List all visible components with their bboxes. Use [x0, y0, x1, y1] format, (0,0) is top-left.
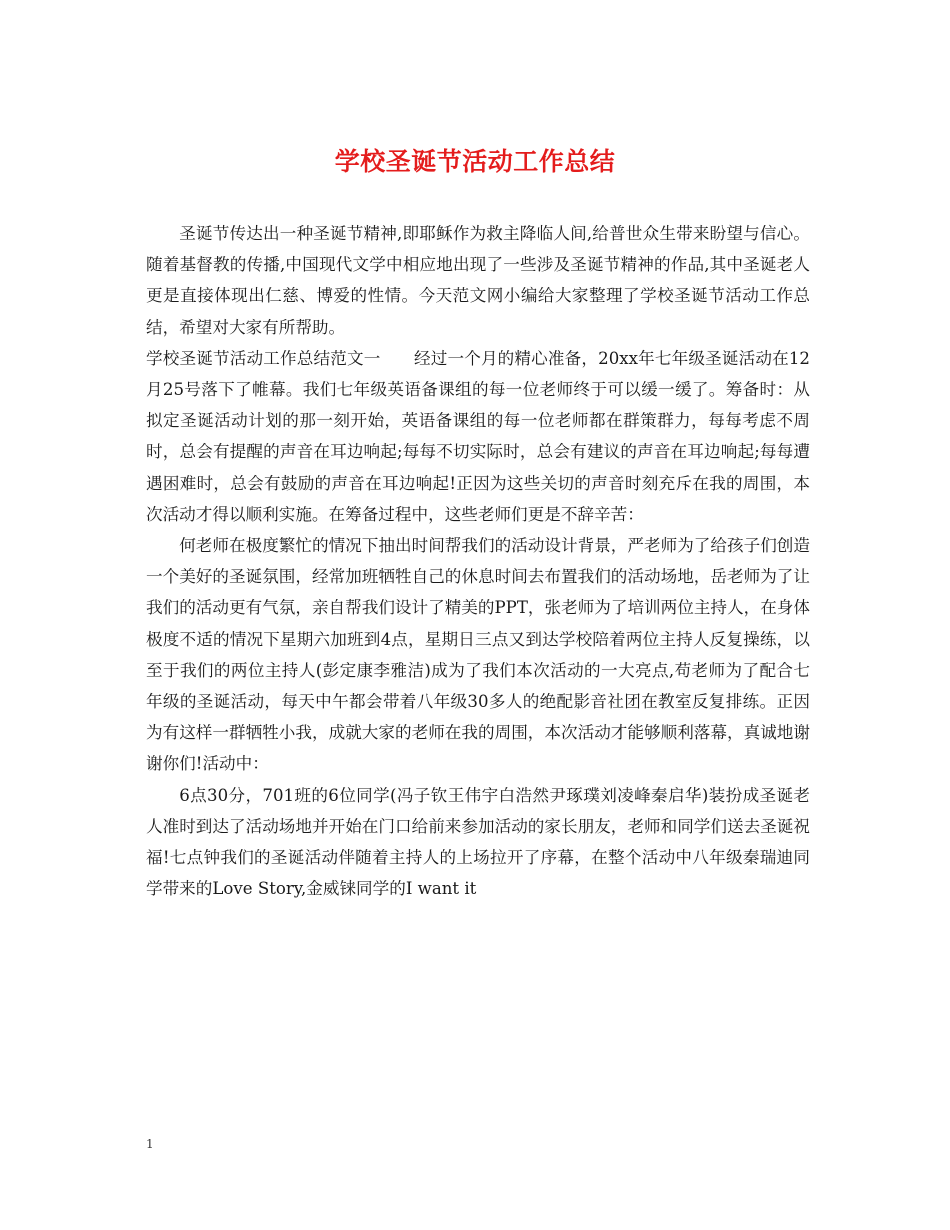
page-number: 1: [146, 1137, 154, 1151]
document-body: [146, 218, 810, 904]
paragraph-activity: 6点30分，701班的6位同学(冯子钦王伟宇白浩然尹琢璞刘凌峰秦启华)装扮成圣诞老人准时到达了活动场地并开始在门口给前来参加活动的家长朋友，老师和同学们送去圣诞祝福!七点钟我们的圣诞活动伴随着主持人的上场拉开了序幕，在整个活动中八年级秦瑞迪同学带来的Love Story,金威铼同学的I want it: [146, 785, 810, 899]
paragraph-intro: 圣诞节传达出一种圣诞节精神,即耶稣作为救主降临人间,给普世众生带来盼望与信心。随着基督教的传播,中国现代文学中相应地出现了一些涉及圣诞节精神的作品,其中圣诞老人更是直接体现出仁慈、博爱的性情。今天范文网小编给大家整理了学校圣诞节活动工作总结，希望对大家有所帮助。: [146, 224, 810, 337]
paragraph-sample-one: 学校圣诞节活动工作总结范文一 经过一个月的精心准备，20xx年七年级圣诞活动在12月25号落下了帷幕。我们七年级英语备课组的每一位老师终于可以缓一缓了。筹备时：从拟定圣诞活动计划的那一刻开始，英语备课组的每一位老师都在群策群力，每每考虑不周时，总会有提醒的声音在耳边响起;每每不切实际时，总会有建议的声音在耳边响起;每每遭遇困难时，总会有鼓励的声音在耳边响起!正因为这些关切的声音时刻充斥在我的周围，本次活动才得以顺利实施。在筹备过程中，这些老师们更是不辞辛苦：: [146, 348, 810, 524]
page-title: 学校圣诞节活动工作总结: [334, 147, 616, 176]
paragraph-teachers: 何老师在极度繁忙的情况下抽出时间帮我们的活动设计背景，严老师为了给孩子们创造一个美好的圣诞氛围，经常加班牺牲自己的休息时间去布置我们的活动场地，岳老师为了让我们的活动更有气氛，亲自帮我们设计了精美的PPT，张老师为了培训两位主持人，在身体极度不适的情况下星期六加班到4点，星期日三点又到达学校陪着两位主持人反复操练，以至于我们的两位主持人(彭定康李雅洁)成为了我们本次活动的一大亮点,苟老师为了配合七年级的圣诞活动，每天中午都会带着八年级30多人的绝配影音社团在教室反复排练。正因为有这样一群牺牲小我，成就大家的老师在我的周围，本次活动才能够顺利落幕，真诚地谢谢你们!活动中：: [146, 536, 810, 774]
